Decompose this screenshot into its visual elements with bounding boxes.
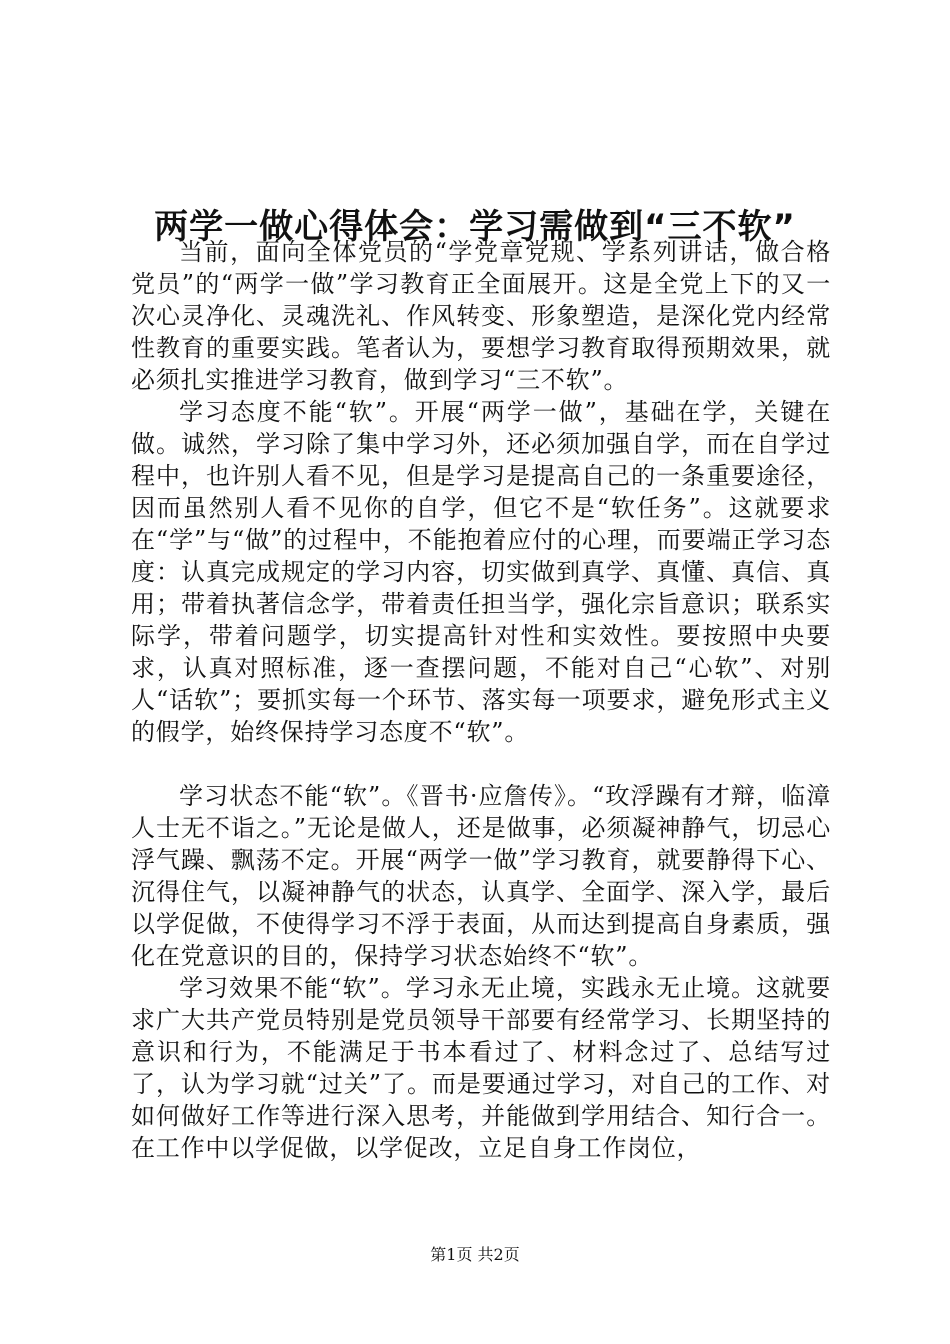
paragraph-state: 学习状态不能“软”。《晋书·应詹传》。“玫浮躁有才辩，临漳人士无不诣之。”无论是做人，还是做事，必须凝神静气，切忌心浮气躁、飘荡不定。开展“两学一做”学习教育，就要静得下心、沉得住气，以凝神静气的状态，认真学、全面学、深入学，最后以学促做，不使得学习不浮于表面，从而达到提高自身素质，强化在党意识的目的，保持学习状态始终不“软”。 <box>131 782 831 970</box>
page-footer: 第1页 共2页 <box>430 1245 520 1264</box>
paragraph-attitude: 学习态度不能“软”。开展“两学一做”，基础在学，关键在做。诚然，学习除了集中学习外，还必须加强自学，而在自学过程中，也许别人看不见，但是学习是提高自己的一条重要途径，因而虽然别人看不见你的自学，但它不是“软任务”。这就要求在“学”与“做”的过程中，不能抱着应付的心理，而要端正学习态度：认真完成规定的学习内容，切实做到真学、真懂、真信、真用；带着执著信念学，带着责任担当学，强化宗旨意识；联系实际学，带着问题学，切实提高针对性和实效性。要按照中央要求，认真对照标准，逐一查摆问题，不能对自己“心软”、对别人“话软”；要抓实每一个环节、落实每一项要求，避免形式主义的假学，始终保持学习态度不“软”。 <box>131 398 831 746</box>
paragraph-intro: 当前，面向全体党员的“学党章党规、学系列讲话，做合格党员”的“两学一做”学习教育正全面展开。这是全党上下的又一次心灵净化、灵魂洗礼、作风转变、形象塑造，是深化党内经常性教育的重要实践。笔者认为，要想学习教育取得预期效果，就必须扎实推进学习教育，做到学习“三不软”。 <box>131 238 831 394</box>
document-body <box>131 236 831 1164</box>
document-title: 两学一做心得体会：学习需做到“三不软” <box>154 206 796 247</box>
paragraph-effect: 学习效果不能“软”。学习永无止境，实践永无止境。这就要求广大共产党员特别是党员领导干部要有经常学习、长期坚持的意识和行为，不能满足于书本看过了、材料念过了、总结写过了，认为学习就“过关”了。而是要通过学习，对自己的工作、对如何做好工作等进行深入思考，并能做到学用结合、知行合一。在工作中以学促做，以学促改，立足自身工作岗位， <box>131 974 831 1162</box>
